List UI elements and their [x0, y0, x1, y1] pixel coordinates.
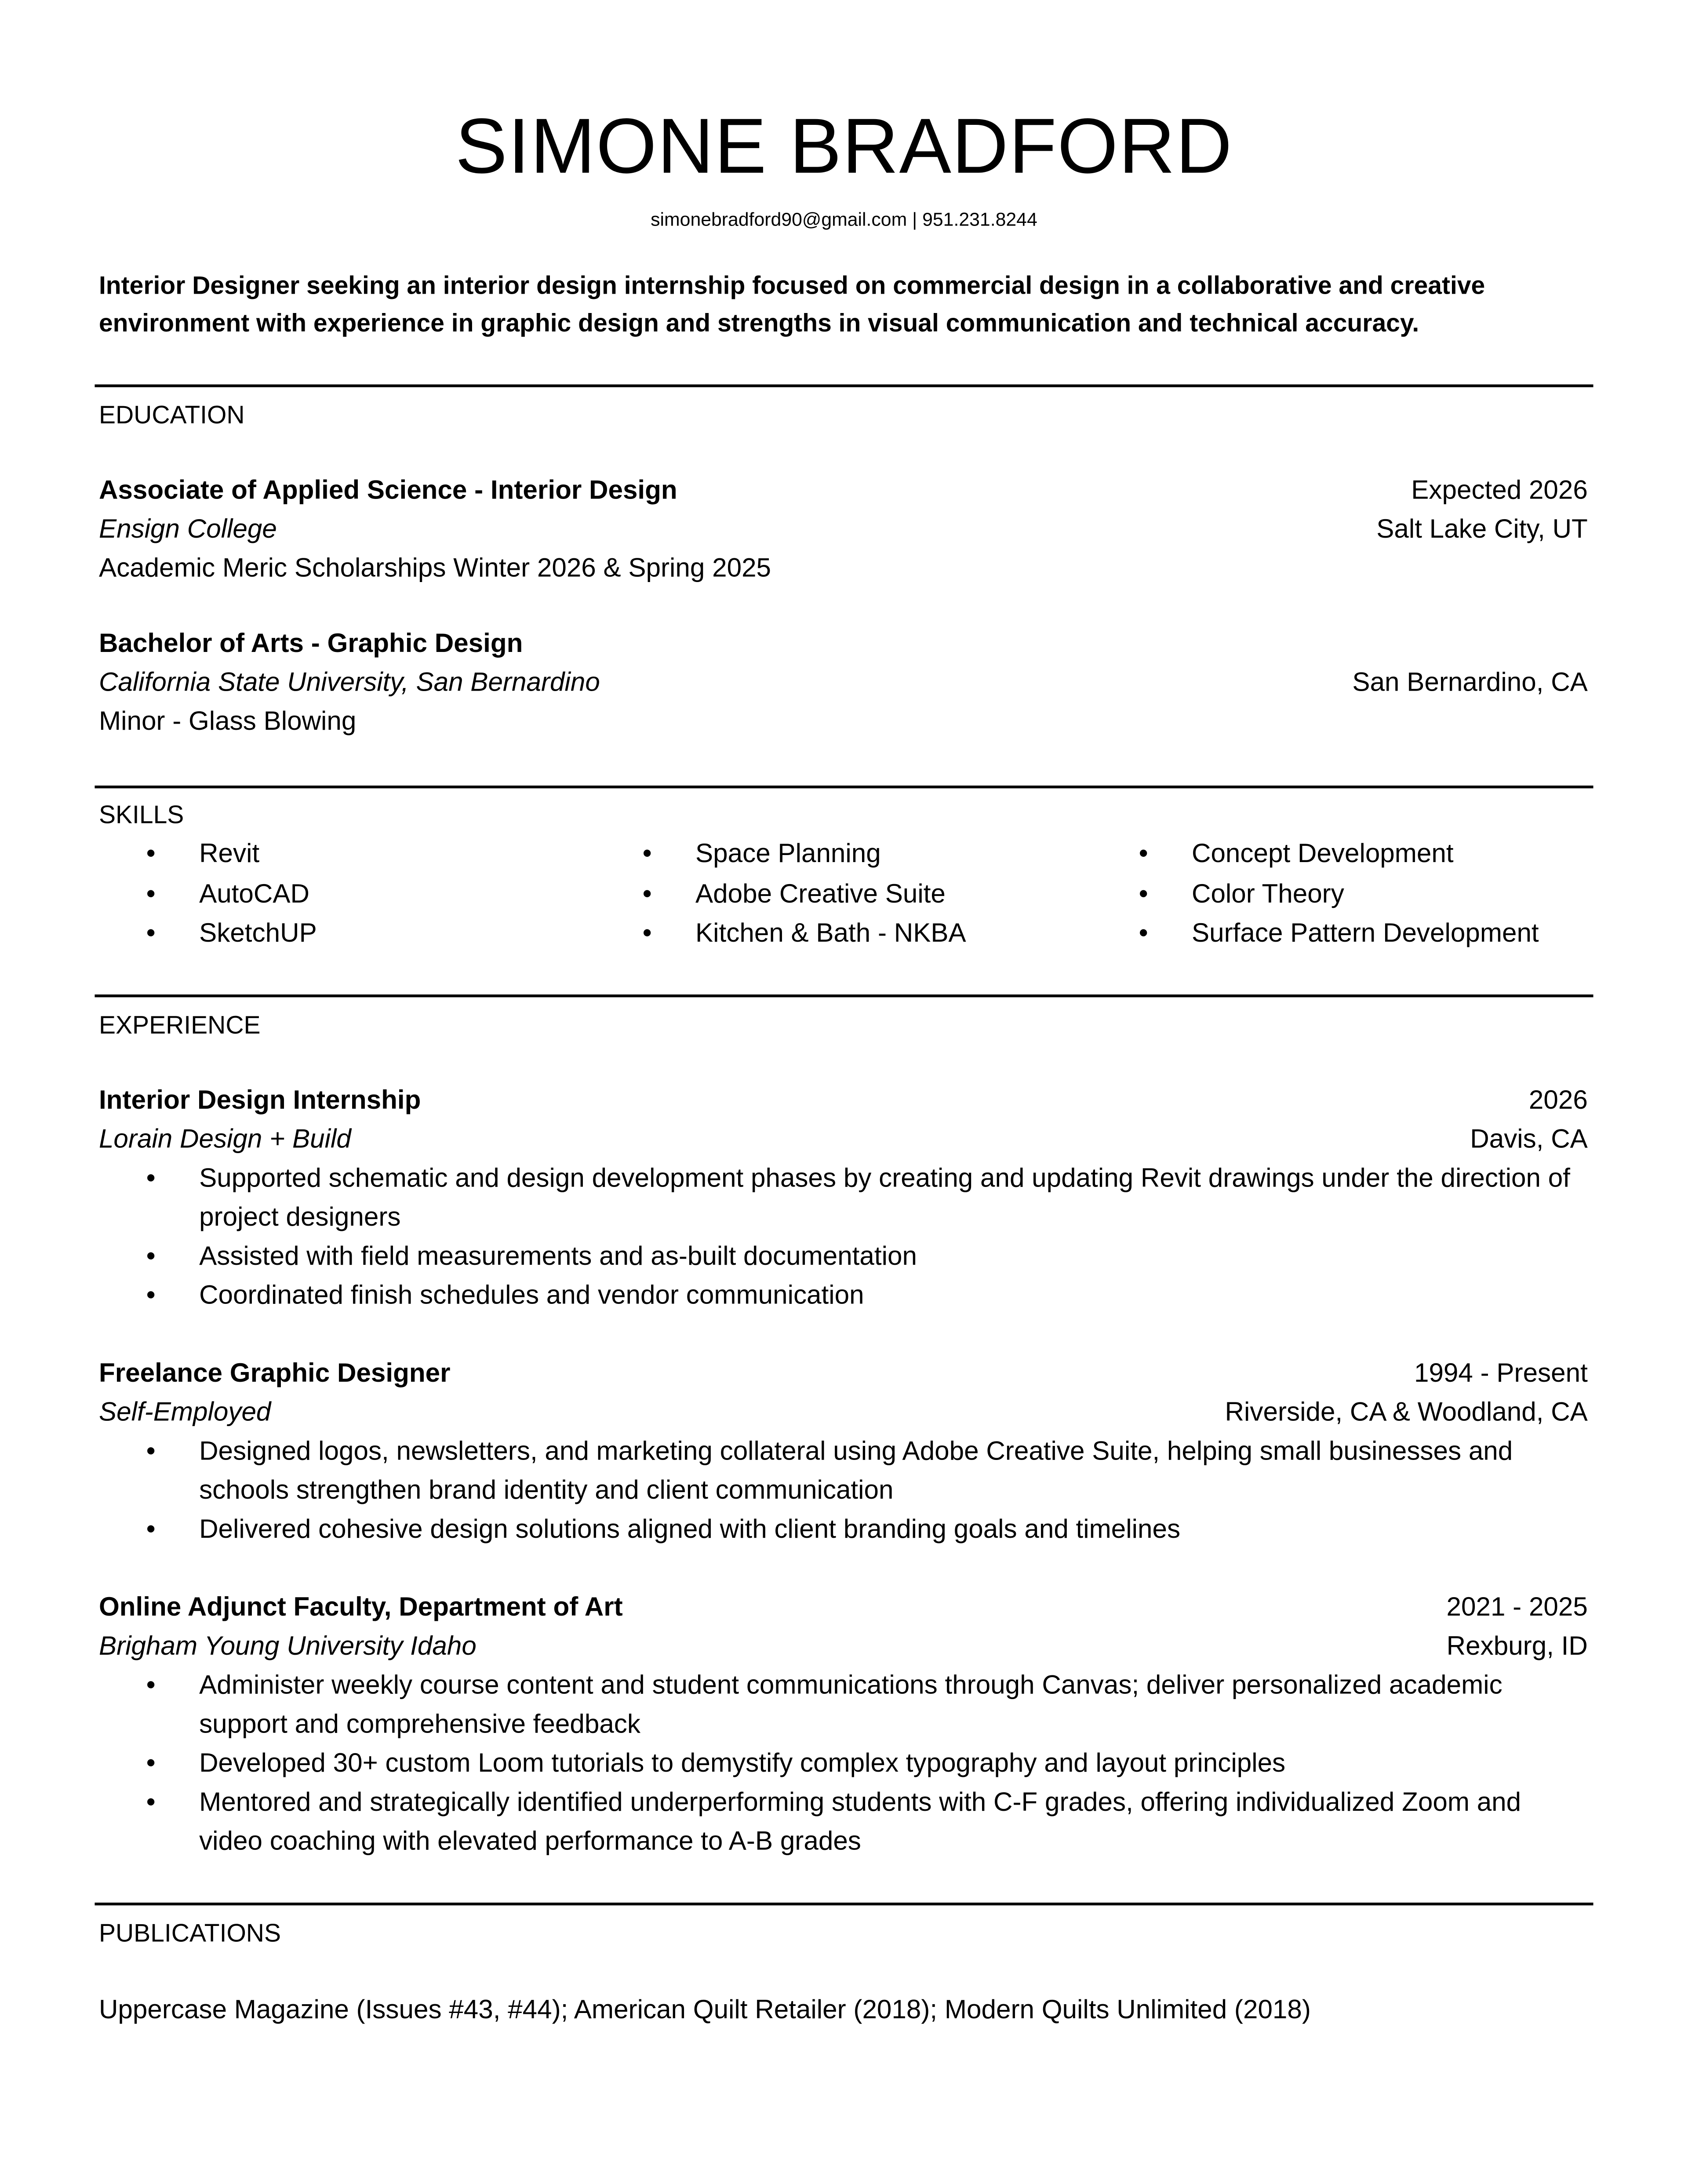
job-location: Rexburg, ID: [1446, 1632, 1588, 1662]
skills-column: [99, 836, 595, 955]
skill-item: • Kitchen & Bath - NKBA: [595, 915, 1091, 955]
education-entry: [99, 626, 1588, 743]
education-note: Academic Meric Scholarships Winter 2026 & Spring 2025: [98, 554, 771, 584]
education-entry: [99, 472, 1588, 589]
job-date: 2021 - 2025: [1446, 1593, 1588, 1623]
job-location: Riverside, CA & Woodland, CA: [1225, 1398, 1588, 1428]
divider: [95, 1903, 1593, 1905]
divider: [95, 384, 1593, 387]
job-title: Online Adjunct Faculty, Department of Art: [98, 1593, 623, 1623]
divider: [95, 786, 1593, 788]
skill-item: • AutoCAD: [99, 875, 595, 915]
skills-list: [99, 836, 1588, 955]
skill-item: • Concept Development: [1091, 836, 1588, 875]
skill-item: • Color Theory: [1091, 875, 1588, 915]
job-bullet: • Administer weekly course content and student communications through Canvas; deliver personalized academic support and comprehensive feedback: [99, 1667, 1588, 1745]
degree: Associate of Applied Science - Interior Design: [98, 476, 677, 506]
job-bullet: • Developed 30+ custom Loom tutorials to demystify complex typography and layout principles: [99, 1745, 1588, 1784]
candidate-name: SIMONE BRADFORD: [455, 102, 1233, 189]
degree: Bachelor of Arts - Graphic Design: [98, 630, 523, 659]
skills-column: [595, 836, 1091, 955]
education-heading: EDUCATION: [98, 401, 245, 429]
skill-item: • Revit: [99, 836, 595, 875]
summary: Interior Designer seeking an interior design internship focused on commercial design in a collaborative and creative environment with experience in graphic design and strengths in visual communication and technical accuracy.: [98, 271, 1485, 337]
skills-heading: SKILLS: [98, 801, 184, 829]
location: San Bernardino, CA: [1352, 668, 1588, 698]
company: Brigham Young University Idaho: [98, 1632, 477, 1662]
job-bullet: • Coordinated finish schedules and vendor communication: [99, 1277, 1588, 1316]
job-entry: [99, 1589, 1588, 1862]
school: Ensign College: [98, 515, 277, 545]
skill-item: • Space Planning: [595, 836, 1091, 875]
company: Self-Employed: [98, 1398, 271, 1428]
skill-item: • SketchUP: [99, 915, 595, 955]
skills-column: [1091, 836, 1588, 955]
job-title: Interior Design Internship: [98, 1086, 421, 1116]
publications-heading: PUBLICATIONS: [98, 1919, 281, 1947]
education-note: Minor - Glass Blowing: [98, 707, 357, 737]
job-bullet: • Supported schematic and design development phases by creating and updating Revit drawings under the direction of project designers: [99, 1160, 1588, 1238]
contact-info: simonebradford90@gmail.com | 951.231.8244: [651, 209, 1037, 230]
job-entry: [99, 1082, 1588, 1316]
job-date: 2026: [1528, 1086, 1588, 1116]
skill-item: • Surface Pattern Development: [1091, 915, 1588, 955]
job-bullet: • Assisted with field measurements and as-built documentation: [99, 1238, 1588, 1278]
school: California State University, San Bernardino: [98, 668, 600, 698]
skill-item: • Adobe Creative Suite: [595, 875, 1091, 915]
company: Lorain Design + Build: [98, 1125, 351, 1155]
location: Salt Lake City, UT: [1376, 515, 1588, 545]
job-entry: [99, 1355, 1588, 1551]
job-bullet: • Designed logos, newsletters, and marketing collateral using Adobe Creative Suite, helping small businesses and schools strengthen brand identity and client communication: [99, 1433, 1588, 1511]
job-bullet: • Mentored and strategically identified underperforming students with C-F grades, offering individualized Zoom and video coaching with elevated performance to A-B grades: [99, 1784, 1588, 1862]
job-bullet: • Delivered cohesive design solutions aligned with client branding goals and timelines: [99, 1511, 1588, 1551]
job-location: Davis, CA: [1470, 1125, 1588, 1155]
divider: [95, 994, 1593, 997]
job-title: Freelance Graphic Designer: [98, 1359, 451, 1389]
experience-heading: EXPERIENCE: [98, 1011, 261, 1039]
publications-text: Uppercase Magazine (Issues #43, #44); American Quilt Retailer (2018); Modern Quilts Unlimited (2018): [98, 1996, 1311, 2025]
job-date: 1994 - Present: [1414, 1359, 1588, 1389]
date: Expected 2026: [1411, 476, 1588, 506]
